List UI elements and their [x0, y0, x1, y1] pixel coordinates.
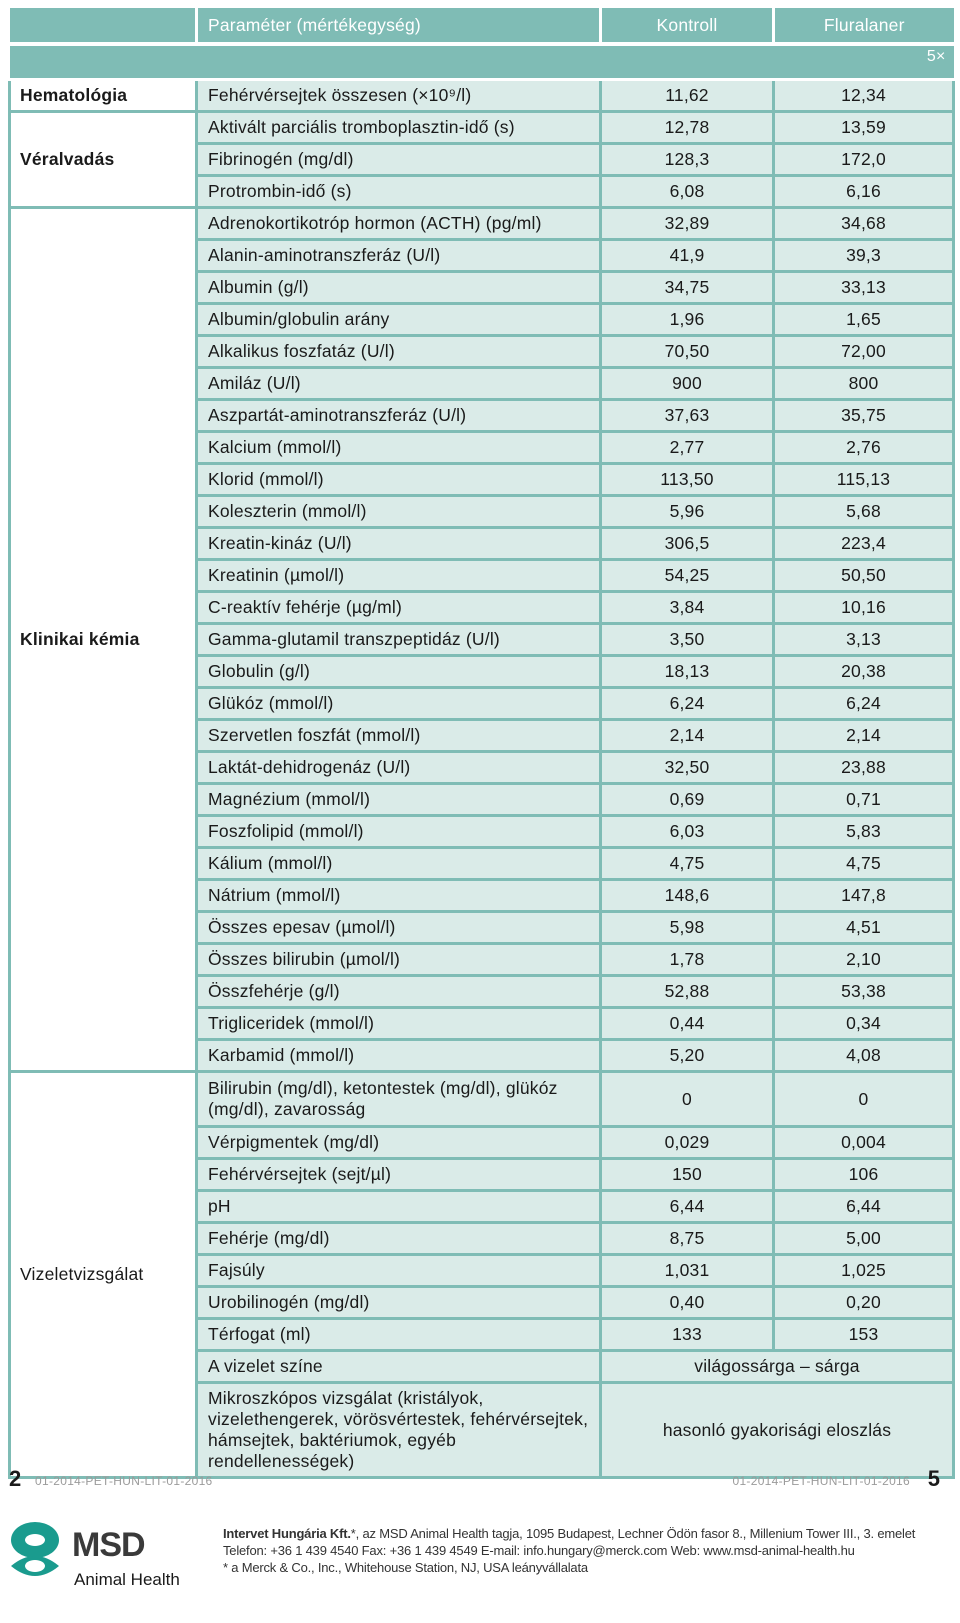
parameter-cell: Protrombin-idő (s): [197, 176, 601, 208]
parameter-cell: Összes epesav (µmol/l): [197, 912, 601, 944]
control-value-cell: 0: [601, 1072, 774, 1127]
parameter-cell: Albumin/globulin arány: [197, 304, 601, 336]
parameter-cell: Laktát-dehidrogenáz (U/l): [197, 752, 601, 784]
control-value-cell: 52,88: [601, 976, 774, 1008]
brand-name: MSD: [72, 1526, 145, 1564]
msd-logo: [8, 1516, 208, 1596]
fluralaner-value-cell: 2,76: [774, 432, 954, 464]
fluralaner-value-cell: 115,13: [774, 464, 954, 496]
control-value-cell: 6,44: [601, 1191, 774, 1223]
company-line-2: Telefon: +36 1 439 4540 Fax: +36 1 439 4549 E-mail: info.hungary@merck.com Web: www.msd-animal-health.hu: [223, 1543, 855, 1558]
group-label: Véralvadás: [10, 112, 197, 208]
parameter-cell: Kreatin-kináz (U/l): [197, 528, 601, 560]
control-value-cell: 6,24: [601, 688, 774, 720]
parameter-cell: Fibrinogén (mg/dl): [197, 144, 601, 176]
control-value-cell: 32,89: [601, 208, 774, 240]
fluralaner-value-cell: 13,59: [774, 112, 954, 144]
group-label: Klinikai kémia: [10, 208, 197, 1072]
parameter-cell: Koleszterin (mmol/l): [197, 496, 601, 528]
company-line-3: * a Merck & Co., Inc., Whitehouse Station, NJ, USA leányvállalata: [223, 1560, 588, 1575]
header-control: Kontroll: [601, 8, 774, 44]
fluralaner-value-cell: 0,20: [774, 1287, 954, 1319]
company-info: [223, 1525, 915, 1576]
parameter-cell: A vizelet színe: [197, 1351, 601, 1383]
fluralaner-value-cell: 72,00: [774, 336, 954, 368]
parameter-cell: C-reaktív fehérje (µg/ml): [197, 592, 601, 624]
control-value-cell: 32,50: [601, 752, 774, 784]
table-row: [10, 80, 954, 112]
table-header-row: [10, 8, 954, 44]
parameter-cell: Fehérvérsejtek összesen (×10⁹/l): [197, 80, 601, 112]
parameter-cell: Magnézium (mmol/l): [197, 784, 601, 816]
fluralaner-value-cell: 53,38: [774, 976, 954, 1008]
control-value-cell: 1,031: [601, 1255, 774, 1287]
parameter-cell: pH: [197, 1191, 601, 1223]
fluralaner-value-cell: 5,00: [774, 1223, 954, 1255]
msd-logo-icon: [8, 1516, 66, 1594]
fluralaner-value-cell: 0,71: [774, 784, 954, 816]
control-value-cell: 6,08: [601, 176, 774, 208]
control-value-cell: 3,84: [601, 592, 774, 624]
group-label: Vizeletvizsgálat: [10, 1072, 197, 1478]
control-value-cell: 37,63: [601, 400, 774, 432]
control-value-cell: 4,75: [601, 848, 774, 880]
parameter-cell: Aktivált parciális tromboplasztin-idő (s): [197, 112, 601, 144]
parameter-cell: Glükóz (mmol/l): [197, 688, 601, 720]
parameter-cell: Karbamid (mmol/l): [197, 1040, 601, 1072]
parameter-cell: Nátrium (mmol/l): [197, 880, 601, 912]
page-number-left: 2: [9, 1466, 22, 1491]
fluralaner-value-cell: 34,68: [774, 208, 954, 240]
control-value-cell: 5,96: [601, 496, 774, 528]
control-value-cell: 70,50: [601, 336, 774, 368]
control-value-cell: 0,029: [601, 1127, 774, 1159]
fluralaner-value-cell: 0,34: [774, 1008, 954, 1040]
group-label: Hematológia: [10, 80, 197, 112]
page-footer: [0, 1462, 960, 1492]
control-value-cell: 54,25: [601, 560, 774, 592]
fluralaner-value-cell: 35,75: [774, 400, 954, 432]
control-value-cell: 6,03: [601, 816, 774, 848]
parameter-cell: Vérpigmentek (mg/dl): [197, 1127, 601, 1159]
fluralaner-value-cell: 2,10: [774, 944, 954, 976]
fluralaner-value-cell: 800: [774, 368, 954, 400]
fluralaner-value-cell: 223,4: [774, 528, 954, 560]
fluralaner-value-cell: 2,14: [774, 720, 954, 752]
merged-value-cell: hasonló gyakorisági eloszlás: [601, 1383, 954, 1478]
parameter-cell: Összfehérje (g/l): [197, 976, 601, 1008]
parameter-cell: Fehérvérsejtek (sejt/µl): [197, 1159, 601, 1191]
parameter-cell: Mikroszkópos vizsgálat (kristályok, vizelethengerek, vörösvértestek, fehérvérsejtek, hámsejtek, baktériumok, egyéb rendellenességek): [197, 1383, 601, 1478]
doc-code-right: 01-2014-PET-HUN-LIT-01-2016: [732, 1474, 910, 1488]
fluralaner-value-cell: 4,51: [774, 912, 954, 944]
control-value-cell: 34,75: [601, 272, 774, 304]
control-value-cell: 148,6: [601, 880, 774, 912]
dose-multiplier: 5×: [774, 44, 954, 80]
fluralaner-value-cell: 106: [774, 1159, 954, 1191]
control-value-cell: 12,78: [601, 112, 774, 144]
control-value-cell: 41,9: [601, 240, 774, 272]
fluralaner-value-cell: 1,65: [774, 304, 954, 336]
fluralaner-value-cell: 1,025: [774, 1255, 954, 1287]
dose-row: [10, 44, 954, 80]
parameter-cell: Kalcium (mmol/l): [197, 432, 601, 464]
control-value-cell: 1,96: [601, 304, 774, 336]
brand-subtitle: Animal Health: [74, 1570, 180, 1589]
fluralaner-value-cell: 147,8: [774, 880, 954, 912]
parameter-cell: Szervetlen foszfát (mmol/l): [197, 720, 601, 752]
fluralaner-value-cell: 4,75: [774, 848, 954, 880]
fluralaner-value-cell: 6,24: [774, 688, 954, 720]
parameter-cell: Foszfolipid (mmol/l): [197, 816, 601, 848]
parameter-cell: Összes bilirubin (µmol/l): [197, 944, 601, 976]
control-value-cell: 133: [601, 1319, 774, 1351]
control-value-cell: 128,3: [601, 144, 774, 176]
parameter-cell: Kálium (mmol/l): [197, 848, 601, 880]
parameter-cell: Albumin (g/l): [197, 272, 601, 304]
lab-results-table: [8, 8, 955, 1479]
fluralaner-value-cell: 0,004: [774, 1127, 954, 1159]
control-value-cell: 2,14: [601, 720, 774, 752]
parameter-cell: Aszpartát-aminotranszferáz (U/l): [197, 400, 601, 432]
parameter-cell: Globulin (g/l): [197, 656, 601, 688]
control-value-cell: 5,98: [601, 912, 774, 944]
doc-code-left: 01-2014-PET-HUN-LIT-01-2016: [35, 1474, 213, 1488]
fluralaner-value-cell: 39,3: [774, 240, 954, 272]
lab-results-table-sheet: [8, 8, 952, 1479]
control-value-cell: 150: [601, 1159, 774, 1191]
fluralaner-value-cell: 4,08: [774, 1040, 954, 1072]
parameter-cell: Trigliceridek (mmol/l): [197, 1008, 601, 1040]
control-value-cell: 8,75: [601, 1223, 774, 1255]
fluralaner-value-cell: 23,88: [774, 752, 954, 784]
header-parameter: Paraméter (mértékegység): [197, 8, 601, 44]
fluralaner-value-cell: 6,16: [774, 176, 954, 208]
parameter-cell: Klorid (mmol/l): [197, 464, 601, 496]
control-value-cell: 18,13: [601, 656, 774, 688]
header-group-cell: [10, 8, 197, 44]
parameter-cell: Alanin-aminotranszferáz (U/l): [197, 240, 601, 272]
fluralaner-value-cell: 50,50: [774, 560, 954, 592]
merged-value-cell: világossárga – sárga: [601, 1351, 954, 1383]
control-value-cell: 113,50: [601, 464, 774, 496]
fluralaner-value-cell: 172,0: [774, 144, 954, 176]
parameter-cell: Amiláz (U/l): [197, 368, 601, 400]
company-line-1: Intervet Hungária Kft.*, az MSD Animal Health tagja, 1095 Budapest, Lechner Ödön fasor 8., Millenium Tower III., 3. emelet: [223, 1526, 916, 1541]
parameter-cell: Bilirubin (mg/dl), ketontestek (mg/dl), glükóz (mg/dl), zavarosság: [197, 1072, 601, 1127]
control-value-cell: 0,44: [601, 1008, 774, 1040]
parameter-cell: Kreatinin (µmol/l): [197, 560, 601, 592]
fluralaner-value-cell: 10,16: [774, 592, 954, 624]
control-value-cell: 1,78: [601, 944, 774, 976]
fluralaner-value-cell: 3,13: [774, 624, 954, 656]
parameter-cell: Gamma-glutamil transzpeptidáz (U/l): [197, 624, 601, 656]
fluralaner-value-cell: 153: [774, 1319, 954, 1351]
header-fluralaner: Fluralaner: [774, 8, 954, 44]
fluralaner-value-cell: 6,44: [774, 1191, 954, 1223]
parameter-cell: Fehérje (mg/dl): [197, 1223, 601, 1255]
fluralaner-value-cell: 5,83: [774, 816, 954, 848]
parameter-cell: Térfogat (ml): [197, 1319, 601, 1351]
parameter-cell: Urobilinogén (mg/dl): [197, 1287, 601, 1319]
control-value-cell: 0,69: [601, 784, 774, 816]
control-value-cell: 3,50: [601, 624, 774, 656]
fluralaner-value-cell: 33,13: [774, 272, 954, 304]
control-value-cell: 900: [601, 368, 774, 400]
fluralaner-value-cell: 20,38: [774, 656, 954, 688]
fluralaner-value-cell: 12,34: [774, 80, 954, 112]
control-value-cell: 0,40: [601, 1287, 774, 1319]
fluralaner-value-cell: 5,68: [774, 496, 954, 528]
table-row: [10, 112, 954, 144]
table-row: [10, 208, 954, 240]
control-value-cell: 306,5: [601, 528, 774, 560]
page-number-right: 5: [927, 1466, 940, 1491]
parameter-cell: Alkalikus foszfatáz (U/l): [197, 336, 601, 368]
control-value-cell: 5,20: [601, 1040, 774, 1072]
control-value-cell: 11,62: [601, 80, 774, 112]
parameter-cell: Fajsúly: [197, 1255, 601, 1287]
table-row: [10, 1072, 954, 1127]
control-value-cell: 2,77: [601, 432, 774, 464]
parameter-cell: Adrenokortikotróp hormon (ACTH) (pg/ml): [197, 208, 601, 240]
fluralaner-value-cell: 0: [774, 1072, 954, 1127]
